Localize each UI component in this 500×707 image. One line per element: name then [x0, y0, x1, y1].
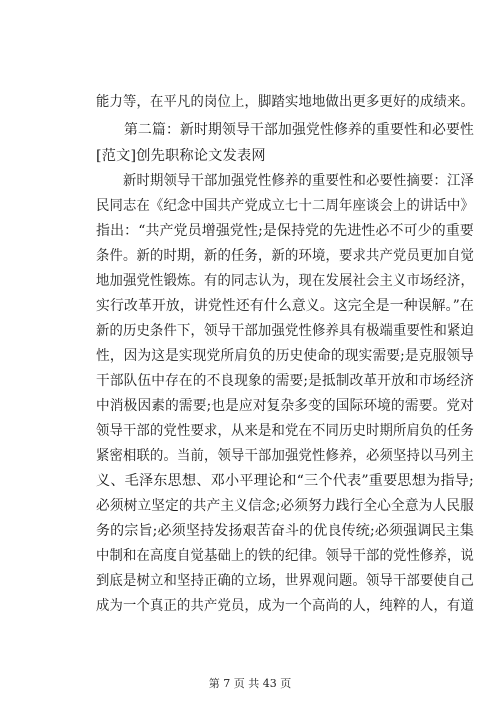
text-line: 紧密相联的。当前，领导干部加强党性修养，必须坚持以马列主: [96, 448, 474, 464]
text-line: 领导干部的党性要求，从来是和党在不同历史时期所肩负的任务: [96, 423, 474, 439]
section-heading: 第二篇：新时期领导干部加强党性修养的重要性和必要性: [96, 122, 474, 138]
page-footer: 第 7 页 共 43 页: [208, 677, 292, 690]
text-line: 新时期领导干部加强党性修养的重要性和必要性摘要：江泽: [96, 173, 474, 189]
text-line: 性，因为这是实现党所肩负的历史使命的现实需要;是克服领导: [96, 348, 474, 364]
text-line: 干部队伍中存在的不良现象的需要;是抵制改革开放和市场经济: [96, 373, 474, 389]
section-heading-source: [范文]创先职称论文发表网: [96, 148, 266, 164]
text-line: 成为一个真正的共产党员，成为一个高尚的人，纯粹的人，有道: [96, 598, 474, 614]
text-line: 必须树立坚定的共产主义信念;必须努力践行全心全意为人民服: [96, 498, 474, 514]
text-line: 实行改革开放，讲党性还有什么意义。这完全是一种误解。”在: [96, 298, 474, 314]
text-line: 指出：“共产党员增强党性;是保持党的先进性必不可少的重要: [96, 223, 474, 239]
text-line: 中消极因素的需要;也是应对复杂多变的国际环境的需要。党对: [96, 398, 474, 414]
text-line: 民同志在《纪念中国共产党成立七十二周年座谈会上的讲话中》: [96, 198, 474, 214]
text-line: 务的宗旨;必须坚持发扬艰苦奋斗的优良传统;必须强调民主集: [96, 523, 474, 539]
text-line: 地加强党性锻炼。有的同志认为，现在发展社会主义市场经济，: [96, 273, 474, 289]
text-line: 条件。新的时期，新的任务，新的环境，要求共产党员更加自觉: [96, 248, 474, 264]
text-line: 能力等，在平凡的岗位上，脚踏实地地做出更多更好的成绩来。: [96, 94, 474, 110]
text-line: 新的历史条件下，领导干部加强党性修养具有极端重要性和紧迫: [96, 323, 474, 339]
text-line: 中制和在高度自觉基础上的铁的纪律。领导干部的党性修养，说: [96, 548, 474, 564]
text-line: 到底是树立和坚持正确的立场，世界观问题。领导干部要使自己: [96, 573, 474, 589]
text-line: 义、毛泽东思想、邓小平理论和“三个代表”重要思想为指导;: [96, 473, 474, 489]
